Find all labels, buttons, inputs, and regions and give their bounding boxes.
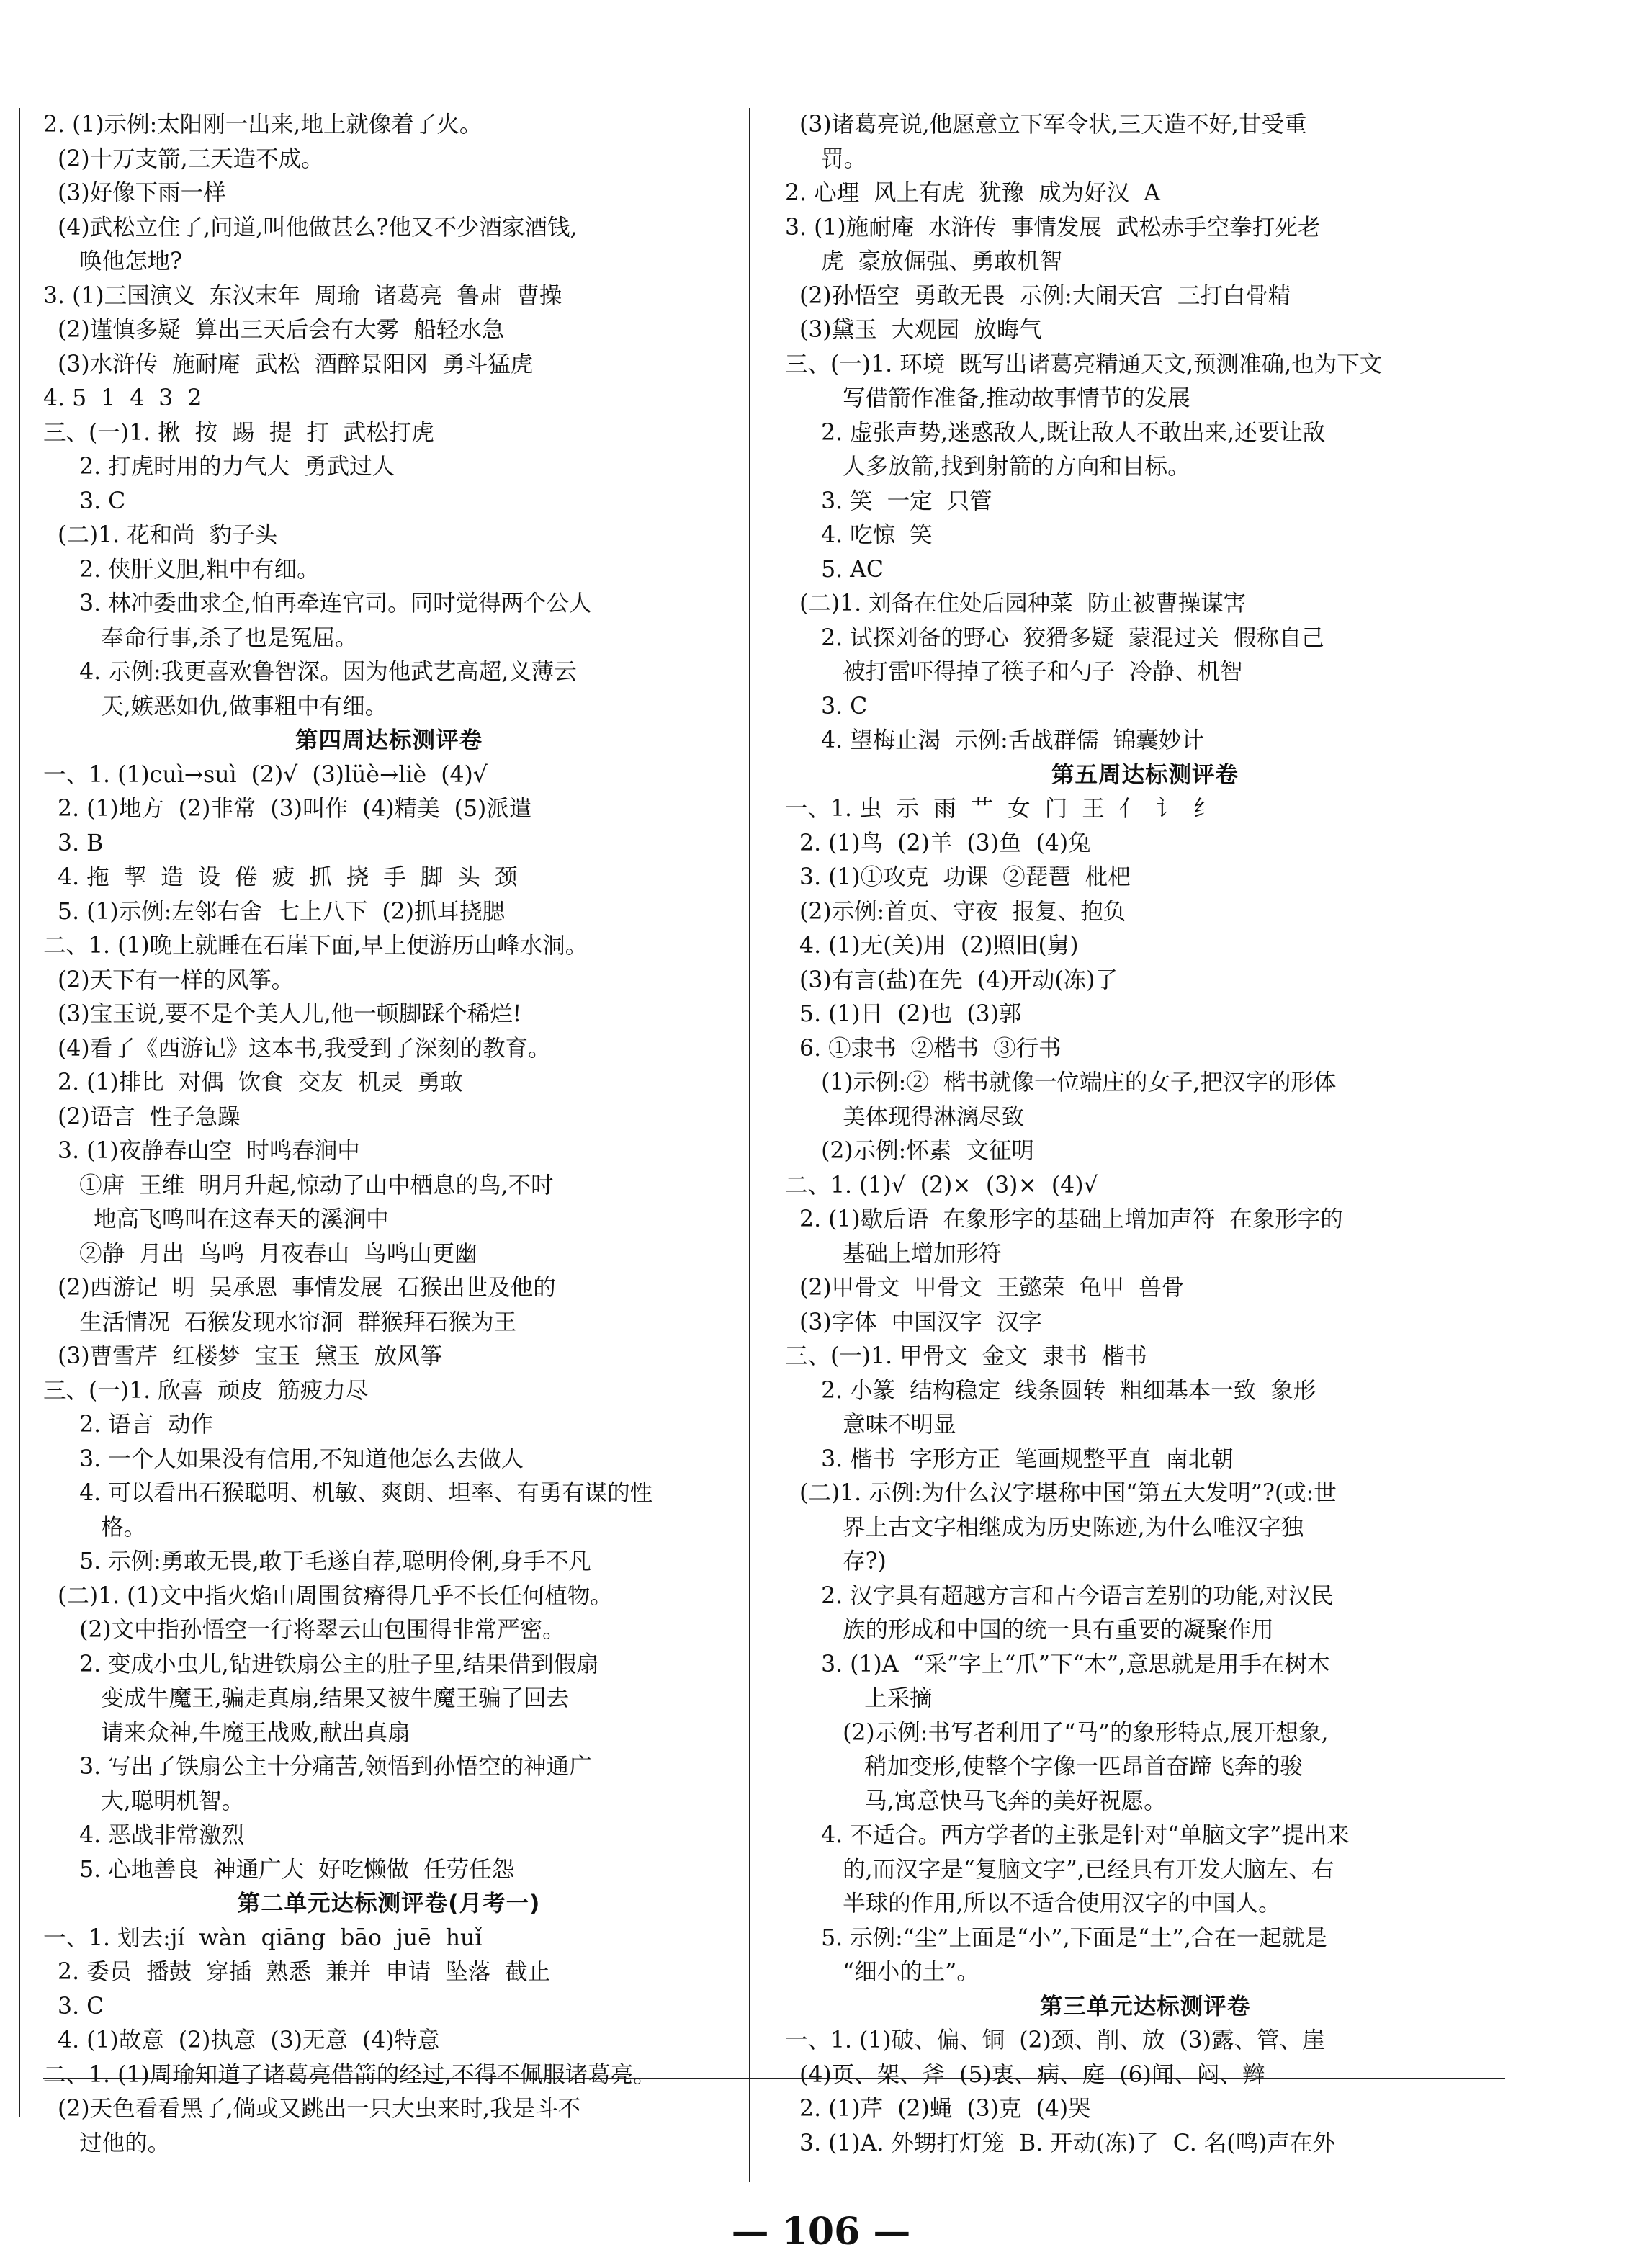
answer-line: 3. (1)①攻克 功课 ②琵琶 枇杷 (785, 864, 1131, 890)
answer-line: 4. (1)无(关)用 (2)照旧(舅) (785, 933, 1079, 959)
answer-line: 4. 拖 挈 造 设 倦 疲 抓 挠 手 脚 头 颈 (43, 864, 518, 890)
answer-line: (2)语言 性子急躁 (43, 1103, 241, 1130)
answer-line: 3. C (43, 488, 126, 514)
answer-line: (3)曹雪芹 红楼梦 宝玉 黛玉 放风筝 (43, 1343, 443, 1369)
answer-line: (4)武松立住了,问道,叫他做甚么?他又不少酒家酒钱, (43, 214, 578, 241)
answer-line: 二、1. (1)周瑜知道了诸葛亮借箭的经过,不得不佩服诸葛亮。 (43, 2061, 656, 2088)
section-heading: 第四周达标测评卷 (295, 727, 483, 753)
answer-line: 3. C (785, 693, 868, 720)
answer-line: (二)1. 示例:为什么汉字堪称中国“第五大发明”?(或:世 (785, 1480, 1337, 1506)
answer-line: 三、(一)1. 环境 既写出诸葛亮精通天文,预测准确,也为下文 (785, 351, 1383, 377)
answer-line: 5. AC (785, 556, 884, 583)
answer-line: 4. 不适合。西方学者的主张是针对“单脑文字”提出来 (785, 1822, 1350, 1848)
answer-line: 3. 一个人如果没有信用,不知道他怎么去做人 (43, 1445, 524, 1472)
answer-line: 奉命行事,杀了也是冤屈。 (43, 624, 358, 651)
answer-line: 被打雷吓得掉了筷子和勺子 冷静、机智 (785, 659, 1243, 685)
right-column (785, 108, 1505, 2168)
column-divider (749, 108, 750, 2182)
answer-line: 稍加变形,使整个字像一匹昂首奋蹄飞奔的骏 (785, 1754, 1303, 1780)
answer-line: 4. 望梅止渴 示例:舌战群儒 锦囊妙计 (785, 727, 1204, 753)
answer-line: 2. (1)芹 (2)蝇 (3)克 (4)哭 (785, 2096, 1091, 2122)
answer-line: (2)示例:首页、守夜 报复、抱负 (785, 898, 1126, 925)
answer-line: 4. 5 1 4 3 2 (43, 385, 202, 411)
answer-line: 存?) (785, 1548, 887, 1574)
answer-line: 2. 汉字具有超越方言和古今语言差别的功能,对汉民 (785, 1582, 1334, 1609)
answer-line: 二、1. (1)√ (2)× (3)× (4)√ (785, 1172, 1098, 1198)
answer-line: (3)诸葛亮说,他愿意立下军令状,三天造不好,甘受重 (785, 112, 1307, 138)
answer-line: (2)谨慎多疑 算出三天后会有大雾 船轻水急 (43, 317, 505, 343)
answer-line: (2)示例:书写者利用了“马”的象形特点,展开想象, (785, 1719, 1329, 1746)
answer-line: 三、(一)1. 揪 按 踢 提 打 武松打虎 (43, 419, 434, 446)
answer-line: (3)字体 中国汉字 汉字 (785, 1309, 1042, 1335)
answer-line: 2. (1)地方 (2)非常 (3)叫作 (4)精美 (5)派遣 (43, 796, 532, 822)
answer-line: 3. (1)施耐庵 水浒传 事情发展 武松赤手空拳打死老 (785, 214, 1321, 241)
answer-line: 人多放箭,找到射箭的方向和目标。 (785, 454, 1190, 480)
answer-line: (2)十万支箭,三天造不成。 (43, 145, 324, 172)
answer-line: (2)甲骨文 甲骨文 王懿荣 龟甲 兽骨 (785, 1275, 1185, 1301)
answer-line: 虎 豪放倔强、勇敢机智 (785, 248, 1063, 274)
answer-line: 5. (1)日 (2)也 (3)郭 (785, 1001, 1022, 1027)
answer-line: 6. ①隶书 ②楷书 ③行书 (785, 1035, 1062, 1062)
answer-line: 4. (1)故意 (2)执意 (3)无意 (4)特意 (43, 2027, 440, 2053)
answer-line: 族的形成和中国的统一具有重要的凝聚作用 (785, 1617, 1274, 1643)
answer-line: 一、1. 虫 示 雨 艹 女 门 王 亻 讠 纟 (785, 796, 1216, 822)
answer-line: (3)有言(盐)在先 (4)开动(冻)了 (785, 967, 1118, 993)
answer-line: 大,聪明机智。 (43, 1788, 245, 1814)
answer-line: 半球的作用,所以不适合使用汉字的中国人。 (785, 1891, 1281, 1917)
answer-line: (2)天下有一样的风筝。 (43, 967, 295, 993)
answer-line: 的,而汉字是“复脑文字”,已经具有开发大脑左、右 (785, 1856, 1334, 1883)
answer-line: (二)1. (1)文中指火焰山周围贫瘠得几乎不长任何植物。 (43, 1582, 613, 1609)
answer-line: (二)1. 刘备在住处后园种菜 防止被曹操谋害 (785, 591, 1247, 617)
answer-line: 3. 写出了铁扇公主十分痛苦,领悟到孙悟空的神通广 (43, 1754, 592, 1780)
answer-line: 马,寓意快马飞奔的美好祝愿。 (785, 1788, 1167, 1814)
answer-line: 一、1. 划去:jí wàn qiāng bāo juē huǐ (43, 1924, 483, 1951)
answer-line: 2. (1)示例:太阳刚一出来,地上就像着了火。 (43, 112, 483, 138)
answer-line: 4. 示例:我更喜欢鲁智深。因为他武艺高超,义薄云 (43, 659, 577, 685)
answer-line: 一、1. (1)破、偏、铜 (2)颈、削、放 (3)露、管、崖 (785, 2027, 1325, 2053)
answer-line: (2)示例:怀素 文征明 (785, 1138, 1034, 1164)
answer-line: 3. C (43, 1993, 104, 2020)
answer-line: 一、1. (1)cuì→suì (2)√ (3)lüè→liè (4)√ (43, 761, 488, 788)
answer-line: (3)好像下雨一样 (43, 180, 226, 206)
answer-line: 请来众神,牛魔王战败,献出真扇 (43, 1719, 410, 1746)
answer-line: 二、1. (1)晚上就睡在石崖下面,早上便游历山峰水洞。 (43, 933, 588, 959)
answer-line: 4. 恶战非常激烈 (43, 1822, 245, 1848)
answer-line: 变成牛魔王,骗走真扇,结果又被牛魔王骗了回去 (43, 1685, 570, 1711)
answer-line: 意味不明显 (785, 1412, 956, 1438)
answer-line: 三、(一)1. 欣喜 顽皮 筋疲力尽 (43, 1377, 369, 1404)
answer-line: ②静 月出 鸟鸣 月夜春山 鸟鸣山更幽 (43, 1240, 477, 1267)
answer-line: 3. (1)三国演义 东汉末年 周瑜 诸葛亮 鲁肃 曹操 (43, 282, 562, 309)
answer-line: 2. 试探刘备的野心 狡猾多疑 蒙混过关 假称自己 (785, 624, 1324, 651)
answer-line: 3. 楷书 字形方正 笔画规整平直 南北朝 (785, 1445, 1234, 1472)
answer-line: 3. B (43, 830, 104, 856)
answer-line: 3. (1)夜静春山空 时鸣春涧中 (43, 1138, 360, 1164)
answer-line: 2. (1)鸟 (2)羊 (3)鱼 (4)兔 (785, 830, 1091, 856)
page-number: — 106 — (731, 2210, 911, 2254)
answer-line: (3)水浒传 施耐庵 武松 酒醉景阳冈 勇斗猛虎 (43, 351, 534, 377)
answer-line: 三、(一)1. 甲骨文 金文 隶书 楷书 (785, 1343, 1147, 1369)
answer-line: 2. 小篆 结构稳定 线条圆转 粗细基本一致 象形 (785, 1377, 1316, 1404)
answer-line: (4)看了《西游记》这本书,我受到了深刻的教育。 (43, 1035, 551, 1062)
answer-line: 天,嫉恶如仇,做事粗中有细。 (43, 693, 388, 720)
answer-line: 2. 委员 播鼓 穿插 熟悉 兼并 申请 坠落 截止 (43, 1959, 551, 1985)
answer-line: 2. (1)排比 对偶 饮食 交友 机灵 勇敢 (43, 1070, 463, 1095)
left-column (43, 108, 735, 2168)
answer-line: 2. 侠肝义胆,粗中有细。 (43, 556, 320, 583)
answer-line: 罚。 (785, 145, 867, 172)
section-heading: 第二单元达标测评卷(月考一) (237, 1891, 541, 1917)
answer-line: 5. 示例:“尘”上面是“小”,下面是“土”,合在一起就是 (785, 1924, 1327, 1951)
answer-line: (3)黛玉 大观园 放晦气 (785, 317, 1042, 343)
answer-line: 写借箭作准备,推动故事情节的发展 (785, 385, 1190, 411)
answer-line: 2. 心理 风上有虎 犹豫 成为好汉 A (785, 180, 1160, 206)
answer-line: 基础上增加形符 (785, 1240, 1002, 1267)
answer-line: 唤他怎地? (43, 248, 182, 274)
answer-line: 4. 吃惊 笑 (785, 522, 933, 548)
answer-line: (4)页、架、斧 (5)衷、病、庭 (6)闻、闷、辫 (785, 2061, 1265, 2088)
left-margin-rule (19, 108, 20, 2117)
answer-line: 3. 笑 一定 只管 (785, 488, 992, 514)
answer-line: 上采摘 (785, 1685, 933, 1711)
answer-line: 5. 示例:勇敢无畏,敢于毛遂自荐,聪明伶俐,身手不凡 (43, 1548, 591, 1574)
answer-line: (2)天色看看黑了,倘或又跳出一只大虫来时,我是斗不 (43, 2096, 581, 2122)
answer-line: 3. (1)A. 外甥打灯笼 B. 开动(冻)了 C. 名(鸣)声在外 (785, 2130, 1335, 2156)
answer-line: 2. 语言 动作 (43, 1412, 214, 1438)
answer-line: 5. (1)示例:左邻右舍 七上八下 (2)抓耳挠腮 (43, 898, 505, 925)
answer-line: 4. 可以看出石猴聪明、机敏、爽朗、坦率、有勇有谋的性 (43, 1480, 653, 1506)
section-heading: 第五周达标测评卷 (1051, 761, 1239, 788)
answer-line: 地高飞鸣叫在这春天的溪涧中 (43, 1206, 389, 1232)
answer-line: 3. (1)A “采”字上“爪”下“木”,意思就是用手在树木 (785, 1651, 1330, 1677)
answer-line: ①唐 王维 明月升起,惊动了山中栖息的鸟,不时 (43, 1172, 554, 1198)
answer-line: 过他的。 (43, 2130, 171, 2156)
answer-line: (二)1. 花和尚 豹子头 (43, 522, 278, 548)
answer-line: 3. 林冲委曲求全,怕再牵连官司。同时觉得两个公人 (43, 591, 592, 617)
answer-line: 界上古文字相继成为历史陈迹,为什么唯汉字独 (785, 1514, 1304, 1541)
answer-line: 2. 虚张声势,迷惑敌人,既让敌人不敢出来,还要让敌 (785, 419, 1326, 446)
answer-line: 格。 (43, 1514, 147, 1541)
answer-line: (2)西游记 明 吴承恩 事情发展 石猴出世及他的 (43, 1275, 556, 1301)
section-heading: 第三单元达标测评卷 (1039, 1993, 1251, 2020)
answer-line: 生活情况 石猴发现水帘洞 群猴拜石猴为王 (43, 1309, 517, 1335)
answer-line: (3)宝玉说,要不是个美人儿,他一顿脚踩个稀烂! (43, 1001, 522, 1027)
answer-line: 2. 变成小虫儿,钻进铁扇公主的肚子里,结果借到假扇 (43, 1651, 599, 1677)
answer-line: 5. 心地善良 神通广大 好吃懒做 任劳任怨 (43, 1856, 515, 1883)
answer-line: 2. 打虎时用的力气大 勇武过人 (43, 454, 395, 480)
answer-line: (2)文中指孙悟空一行将翠云山包围得非常严密。 (43, 1617, 565, 1643)
answer-line: 美体现得淋漓尽致 (785, 1103, 1025, 1130)
answer-line: (2)孙悟空 勇敢无畏 示例:大闹天宫 三打白骨精 (785, 282, 1291, 309)
answer-line: “细小的土”。 (785, 1959, 979, 1985)
answer-line: (1)示例:② 楷书就像一位端庄的女子,把汉字的形体 (785, 1070, 1337, 1095)
answer-line: 2. (1)歇后语 在象形字的基础上增加声符 在象形字的 (785, 1206, 1343, 1232)
